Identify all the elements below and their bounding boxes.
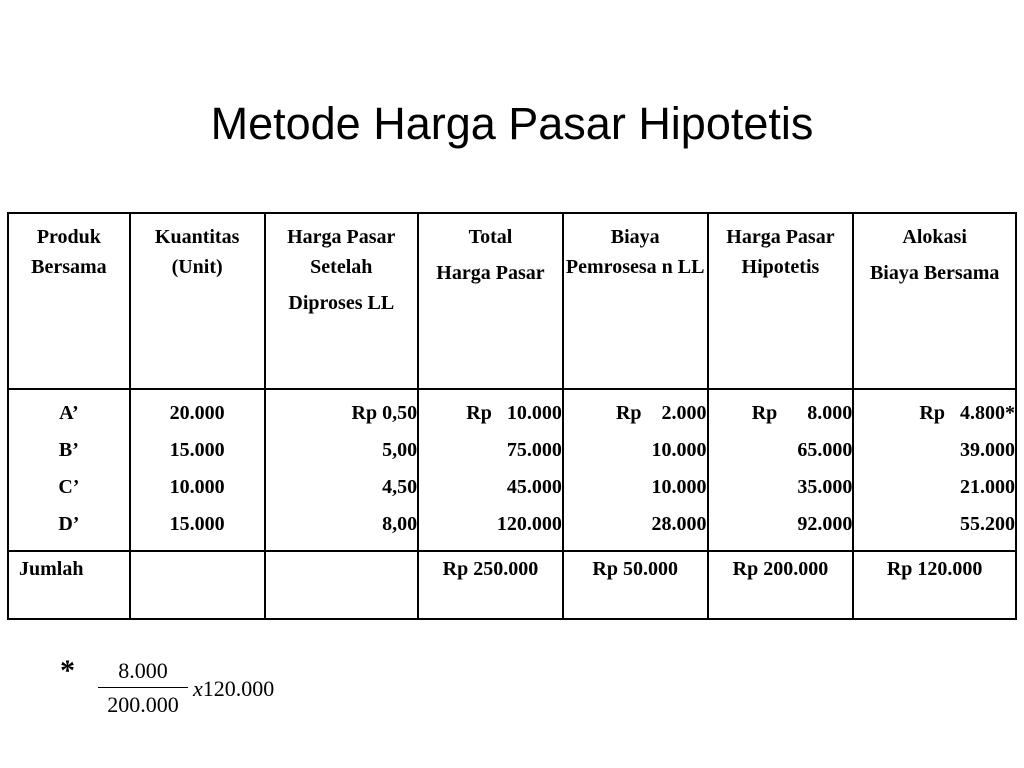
products-cell [8,389,130,551]
quantity-c: 10.000 [169,476,225,498]
total-row [8,551,1016,619]
hypothetical-cell [708,389,854,551]
multiplier-value: 120.000 [202,676,275,701]
header-alokasi-biaya: Alokasi Biaya Bersama [853,213,1016,389]
multiplication [193,676,274,702]
quantity-a: 20.000 [169,402,225,424]
total-processing-sum: Rp 50.000 [563,551,708,619]
header-biaya-pemrosesan: Biaya Pemrosesa n LL [563,213,708,389]
hypothetical-d: 92.000 [797,513,853,535]
allocation-c: 21.000 [960,476,1015,498]
multiply-operator: x [193,676,203,701]
total-market-cell [418,389,563,551]
product-c: C’ [58,476,80,498]
allocation-d: 55.200 [960,513,1015,535]
allocation-cell [853,389,1016,551]
allocation-b: 39.000 [960,439,1015,461]
fraction-numerator: 8.000 [98,658,188,688]
total-hypothetical-sum: Rp 200.000 [708,551,854,619]
data-row [8,389,1016,551]
total-market-c: 45.000 [506,476,562,498]
header-produk: Produk Bersama [8,213,130,389]
processing-cost-d: 28.000 [651,513,707,535]
header-row [8,213,1016,389]
quantity-b: 15.000 [169,439,225,461]
header-harga-pasar-setelah: Harga Pasar Setelah Diproses LL [265,213,419,389]
prices-cell [265,389,419,551]
processing-costs-cell [563,389,708,551]
price-b: 5,00 [382,439,418,461]
total-market-a: Rp 10.000 [466,402,562,424]
product-d: D’ [58,513,80,535]
header-kuantitas: Kuantitas (Unit) [130,213,265,389]
total-empty-quantity [130,551,265,619]
hypothetical-c: 35.000 [797,476,853,498]
header-total-harga-pasar: Total Harga Pasar [418,213,563,389]
processing-cost-b: 10.000 [651,439,707,461]
allocation-a: Rp 4.800* [919,402,1015,424]
total-label: Jumlah [8,551,130,619]
quantity-d: 15.000 [169,513,225,535]
price-c: 4,50 [382,476,418,498]
price-a: Rp 0,50 [351,402,418,424]
product-a: A’ [59,402,79,424]
allocation-table [7,212,1017,620]
product-b: B’ [58,439,79,461]
fraction [98,658,188,718]
hypothetical-a: Rp 8.000 [751,402,853,424]
page-title: Metode Harga Pasar Hipotetis [210,98,814,149]
quantities-cell [130,389,265,551]
total-market-b: 75.000 [506,439,562,461]
processing-cost-c: 10.000 [651,476,707,498]
hypothetical-b: 65.000 [797,439,853,461]
total-empty-price [265,551,419,619]
price-d: 8,00 [382,513,418,535]
footnote-star: * [60,654,75,687]
processing-cost-a: Rp 2.000 [615,402,707,424]
total-market-sum: Rp 250.000 [418,551,563,619]
total-market-d: 120.000 [496,513,562,535]
total-allocation-sum: Rp 120.000 [853,551,1016,619]
fraction-denominator: 200.000 [107,692,179,717]
header-harga-pasar-hipotetis: Harga Pasar Hipotetis [708,213,854,389]
